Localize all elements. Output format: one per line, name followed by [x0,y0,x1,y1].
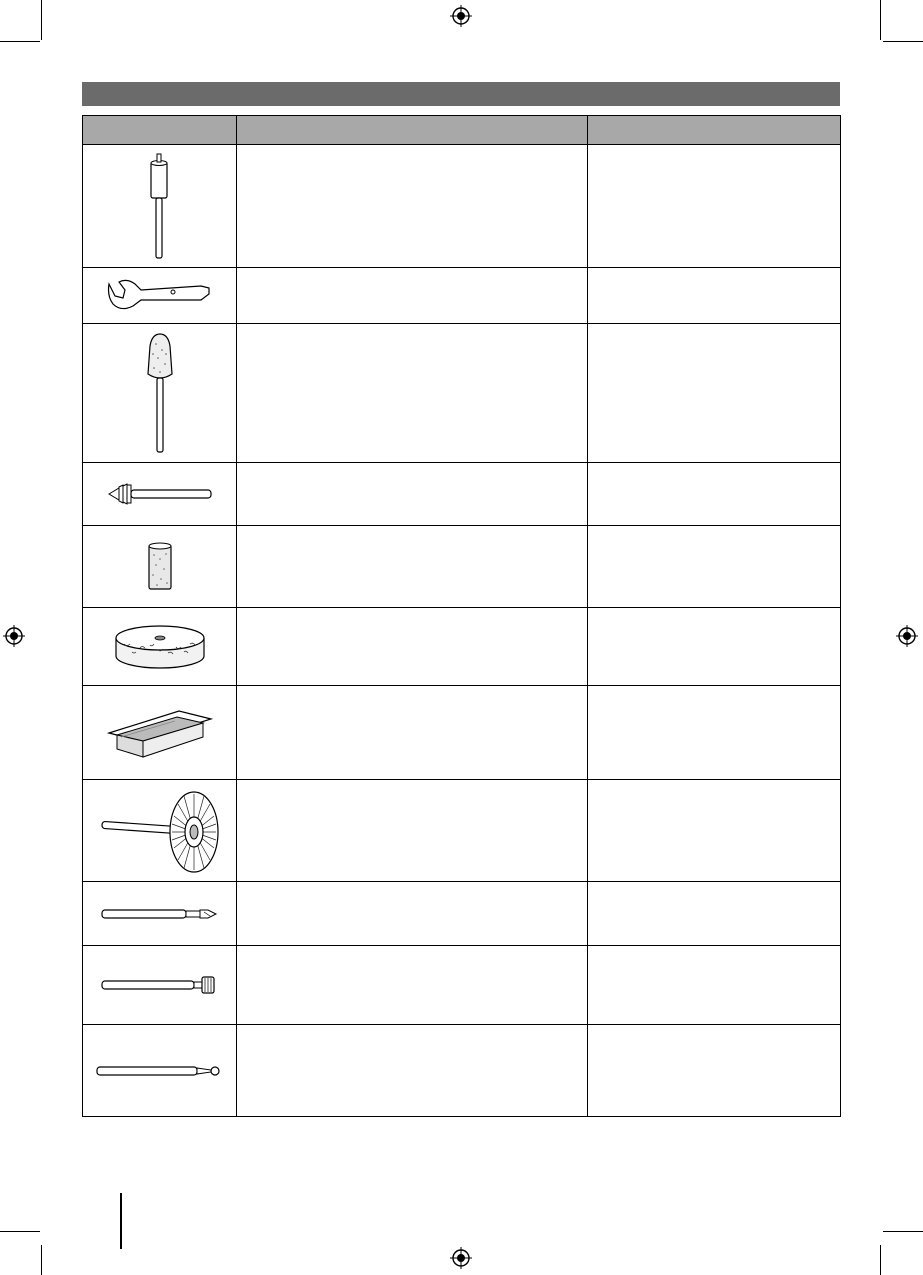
registration-mark-icon [450,5,472,27]
description-cell [237,324,588,463]
application-cell [588,1025,841,1117]
table-row [83,324,841,463]
application-cell [588,324,841,463]
small-wire-brush-bit-icon [98,974,222,996]
table-row [83,145,841,268]
column-header [237,116,588,145]
spanner-wrench-icon [105,278,215,314]
crop-mark [883,41,923,42]
table-row [83,780,841,882]
table-row [83,946,841,1025]
application-cell [588,780,841,882]
description-cell [237,145,588,268]
crop-mark [883,1231,923,1232]
table-row [83,268,841,324]
crop-mark [41,0,42,40]
sanding-band-icon [145,541,175,593]
registration-mark-icon [3,625,25,647]
application-cell [588,882,841,946]
application-cell [588,608,841,686]
engraving-bit-icon [98,904,222,924]
crop-mark [0,1231,40,1232]
crop-mark [880,1245,881,1275]
description-cell [237,946,588,1025]
column-header [83,116,237,145]
felt-polishing-cone-icon [140,330,180,456]
application-cell [588,946,841,1025]
description-cell [237,268,588,324]
application-cell [588,145,841,268]
table-row [83,686,841,780]
description-cell [237,608,588,686]
mandrel-screw-icon [105,482,215,506]
crop-mark [880,0,881,40]
table-row [83,608,841,686]
table-row [83,463,841,526]
application-cell [588,268,841,324]
page-edge-bar [120,1193,122,1249]
felt-polishing-wheel-icon [110,622,210,672]
ball-engraving-bit-icon [95,1061,225,1081]
table-header-row [83,116,841,145]
wire-brush-wheel-icon [98,786,222,876]
column-header [588,116,841,145]
description-cell [237,1025,588,1117]
accessories-table [82,115,841,1117]
crop-mark [0,41,40,42]
table-row [83,526,841,608]
description-cell [237,526,588,608]
registration-mark-icon [450,1247,472,1269]
description-cell [237,882,588,946]
application-cell [588,526,841,608]
application-cell [588,463,841,526]
application-cell [588,686,841,780]
registration-mark-icon [896,625,918,647]
crop-mark [41,1245,42,1275]
table-row [83,1025,841,1117]
description-cell [237,686,588,780]
section-title-bar [82,82,840,106]
description-cell [237,780,588,882]
sanding-drum-mandrel-icon [140,150,180,262]
polishing-paste-tray-icon [105,703,215,763]
table-row [83,882,841,946]
description-cell [237,463,588,526]
